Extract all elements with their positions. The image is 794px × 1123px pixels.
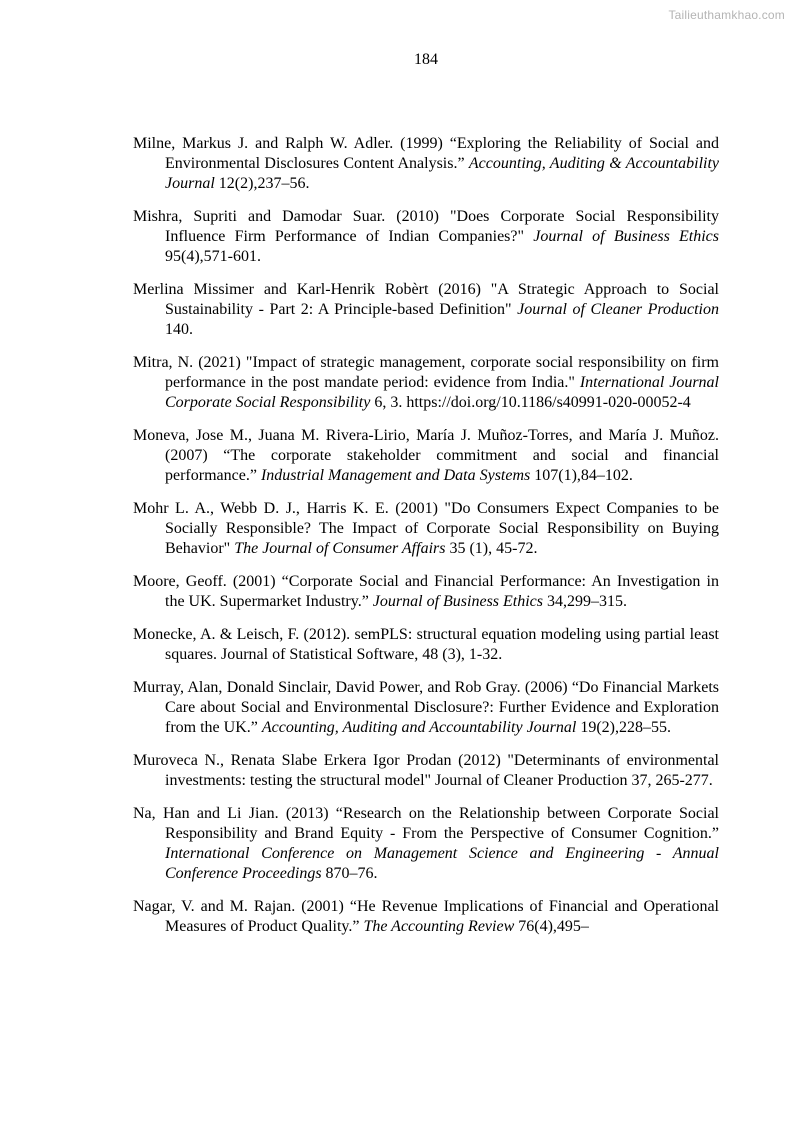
reference-entry	[133, 134, 719, 194]
reference-entry	[133, 280, 719, 340]
reference-details: 95(4),571-601.	[165, 248, 261, 265]
reference-text: Mohr L. A., Webb D. J., Harris K. E. (2001) "Do Consumers Expect Companies to be Socially Responsible? The Impact of Corporate Social Responsibility on Buying Behavior"	[133, 500, 719, 557]
reference-entry	[133, 678, 719, 738]
reference-details: 107(1),84–102.	[530, 467, 633, 484]
reference-entry	[133, 353, 719, 413]
reference-details: 35 (1), 45-72.	[445, 540, 538, 557]
reference-text: Mitra, N. (2021) "Impact of strategic management, corporate social responsibility on firm performance in the post mandate period: evidence from India."	[133, 354, 719, 391]
reference-text: Muroveca N., Renata Slabe Erkera Igor Prodan (2012) "Determinants of environmental investments: testing the structural model" Journal of Cleaner Production 37, 265-277.	[133, 752, 719, 789]
reference-details: 6, 3. https://doi.org/10.1186/s40991-020-00052-4	[370, 394, 691, 411]
reference-journal: International Conference on Management Science and Engineering - Annual Conference Proceedings	[165, 845, 719, 882]
reference-details: 12(2),237–56.	[214, 175, 310, 192]
reference-text: Milne, Markus J. and Ralph W. Adler. (1999) “Exploring the Reliability of Social and Environmental Disclosures Content Analysis.”	[133, 135, 719, 172]
reference-text: Na, Han and Li Jian. (2013) “Research on the Relationship between Corporate Social Responsibility and Brand Equity - From the Perspective of Consumer Cognition.”	[133, 805, 719, 842]
reference-entry	[133, 572, 719, 612]
reference-entry	[133, 426, 719, 486]
reference-details: 19(2),228–55.	[576, 719, 671, 736]
reference-journal: Journal of Business Ethics	[533, 228, 719, 245]
reference-details: 76(4),495–	[514, 918, 589, 935]
reference-details: 34,299–315.	[543, 593, 628, 610]
reference-entry	[133, 804, 719, 884]
reference-text: Merlina Missimer and Karl-Henrik Robèrt (2016) "A Strategic Approach to Social Sustainability - Part 2: A Principle-based Definition"	[133, 281, 719, 318]
reference-list	[133, 134, 719, 950]
reference-text: Monecke, A. & Leisch, F. (2012). semPLS: structural equation modeling using partial least squares. Journal of Statistical Software, 48 (3), 1-32.	[133, 626, 719, 663]
reference-journal: International Journal Corporate Social Responsibility	[165, 374, 719, 411]
reference-text: Moneva, Jose M., Juana M. Rivera-Lirio, María J. Muñoz-Torres, and María J. Muñoz. (2007) “The corporate stakeholder commitment and social and financial performance.”	[133, 427, 719, 484]
reference-entry	[133, 499, 719, 559]
reference-entry	[133, 625, 719, 665]
reference-entry	[133, 897, 719, 937]
reference-journal: Accounting, Auditing and Accountability Journal	[261, 719, 577, 736]
reference-details: 870–76.	[321, 865, 378, 882]
watermark-text: Tailieuthamkhao.com	[668, 8, 785, 22]
reference-text: Moore, Geoff. (2001) “Corporate Social and Financial Performance: An Investigation in the UK. Supermarket Industry.”	[133, 573, 719, 610]
reference-journal: Accounting, Auditing & Accountability Journal	[165, 155, 720, 192]
reference-entry	[133, 751, 719, 791]
reference-text: Mishra, Supriti and Damodar Suar. (2010) "Does Corporate Social Responsibility Influence Firm Performance of Indian Companies?"	[133, 208, 719, 245]
reference-journal: Journal of Business Ethics	[372, 593, 544, 610]
reference-journal: The Journal of Consumer Affairs	[234, 540, 446, 557]
reference-text: Murray, Alan, Donald Sinclair, David Power, and Rob Gray. (2006) “Do Financial Markets Care about Social and Environmental Disclosure?: Further Evidence and Exploration from the UK.”	[133, 679, 719, 736]
reference-details: 140.	[165, 321, 193, 338]
reference-journal: The Accounting Review	[363, 918, 515, 935]
reference-entry	[133, 207, 719, 267]
reference-journal: Journal of Cleaner Production	[517, 301, 720, 318]
page-number: 184	[414, 51, 438, 68]
reference-journal: Industrial Management and Data Systems	[260, 467, 531, 484]
reference-text: Nagar, V. and M. Rajan. (2001) “He Revenue Implications of Financial and Operational Measures of Product Quality.”	[133, 898, 719, 935]
